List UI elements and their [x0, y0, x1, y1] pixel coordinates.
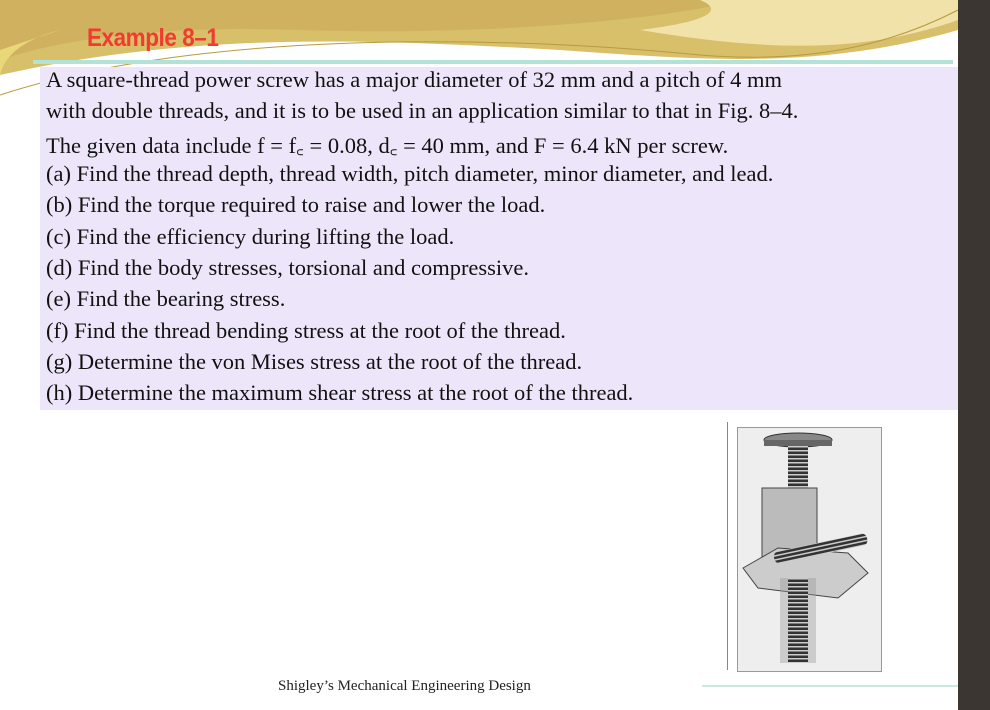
text-line: A square-thread power screw has a major diameter of 32 mm and a pitch of 4 mm — [46, 67, 783, 92]
part-d: (d) Find the body stresses, torsional and compressive. — [46, 255, 530, 280]
part-a: (a) Find the thread depth, thread width, pitch diameter, minor diameter, and lead. — [46, 161, 774, 186]
problem-statement — [40, 67, 958, 410]
figure-divider — [727, 422, 728, 670]
part-h: (h) Determine the maximum shear stress at the root of the thread. — [46, 380, 634, 405]
part-c: (c) Find the efficiency during lifting the load. — [46, 224, 455, 249]
part-b: (b) Find the torque required to raise and lower the load. — [46, 192, 546, 217]
part-g: (g) Determine the von Mises stress at the root of the thread. — [46, 349, 583, 374]
footer-line — [702, 685, 958, 687]
footer-credit: Shigley’s Mechanical Engineering Design — [278, 678, 531, 694]
text-line: with double threads, and it is to be used in an application similar to that in Fig. 8–4. — [46, 98, 799, 123]
right-dark-bar — [958, 0, 990, 710]
part-e: (e) Find the bearing stress. — [46, 286, 286, 311]
text-line: The given data include f = f꜀ = 0.08, d꜀ = 40 mm, and F = 6.4 kN per screw. — [46, 133, 729, 158]
slide-title: Example 8–1 — [87, 24, 219, 52]
screw-jack-image — [737, 427, 882, 672]
part-f: (f) Find the thread bending stress at the root of the thread. — [46, 318, 566, 343]
title-underline — [33, 60, 953, 64]
